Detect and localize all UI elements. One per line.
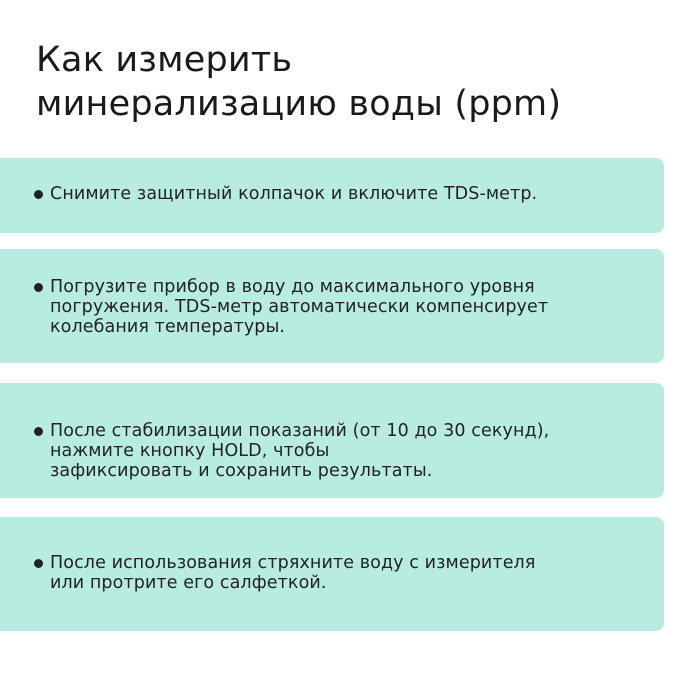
- step-text: [50, 184, 658, 204]
- page-title: [36, 38, 676, 126]
- step-card-4: [0, 517, 664, 631]
- step-text: [50, 553, 658, 593]
- step-text-line: зафиксировать и сохранить результаты.: [50, 461, 433, 481]
- step-text-line: погружения. TDS-метр автоматически компенсирует: [50, 297, 549, 317]
- step-card-1: [0, 158, 664, 233]
- bullet-icon: [34, 190, 43, 199]
- step-text-line: или протрите его салфеткой.: [50, 573, 327, 593]
- page-title-line-1: Как измерить: [36, 40, 293, 80]
- bullet-icon: [34, 427, 43, 436]
- step-card-2: [0, 249, 664, 363]
- page-title-line-2: минерализацию воды (ppm): [36, 84, 562, 124]
- step-text: [50, 277, 658, 337]
- step-text-line: После использования стряхните воду с измерителя: [50, 553, 536, 573]
- step-card-3: [0, 383, 664, 498]
- step-text-line: нажмите кнопку HOLD, чтобы: [50, 441, 330, 461]
- step-text-line: Погрузите прибор в воду до максимального уровня: [50, 277, 535, 297]
- bullet-icon: [34, 559, 43, 568]
- step-text: [50, 421, 658, 481]
- step-text-line: После стабилизации показаний (от 10 до 30 секунд),: [50, 421, 550, 441]
- step-text-line: колебания температуры.: [50, 317, 286, 337]
- step-text-line: Снимите защитный колпачок и включите TDS-метр.: [50, 184, 538, 204]
- bullet-icon: [34, 283, 43, 292]
